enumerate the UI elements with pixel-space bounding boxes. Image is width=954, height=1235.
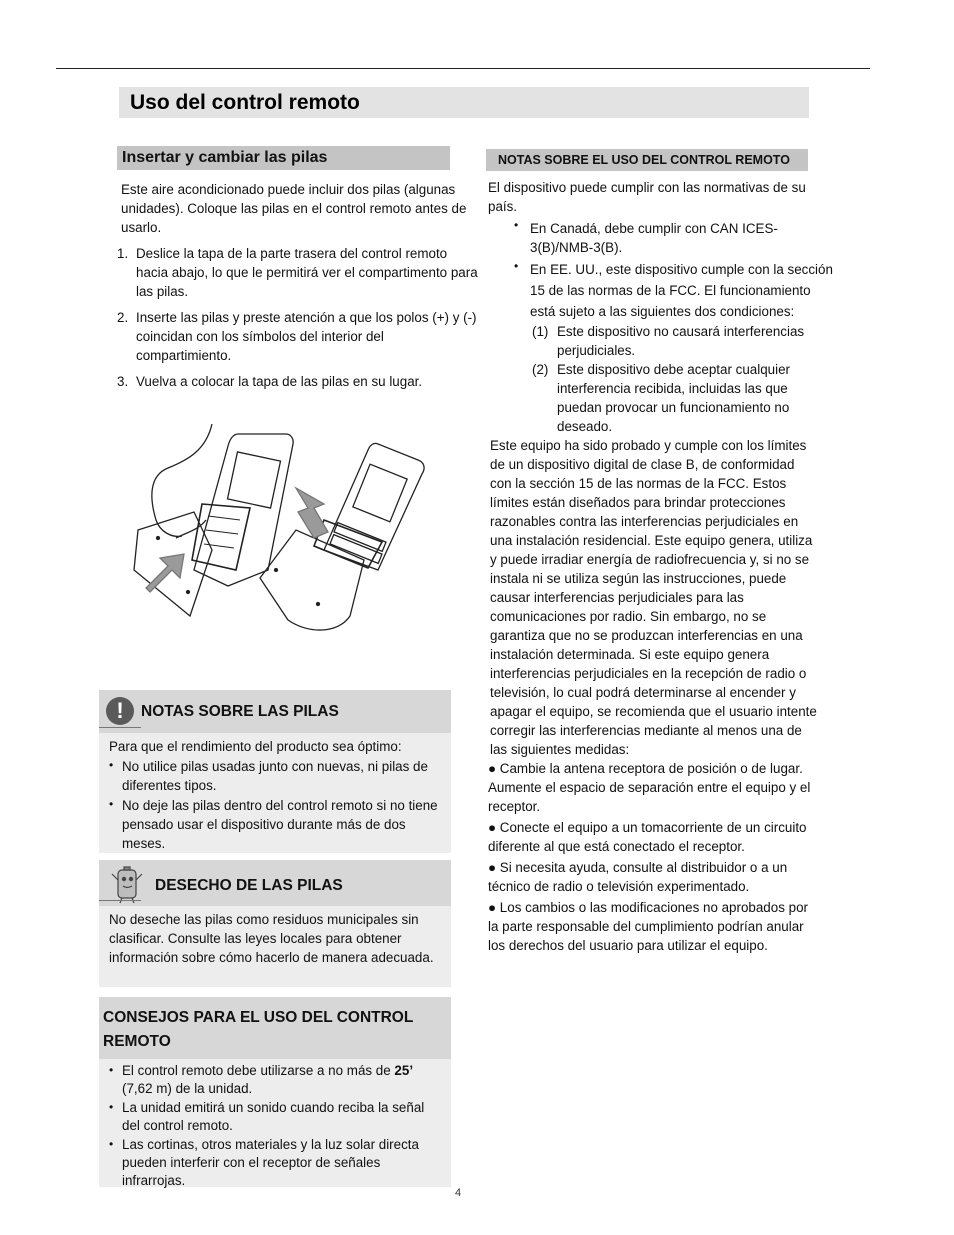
list-item: • La unidad emitirá un sonido cuando reciba la señal del control remoto. bbox=[109, 1099, 441, 1135]
remote-tips-heading-line2: REMOTO bbox=[103, 1033, 171, 1050]
remote-tips-list bbox=[109, 1062, 441, 1190]
title-bar bbox=[119, 87, 809, 118]
list-item: • No deje las pilas dentro del control remoto si no tiene pensado usar el dispositivo durante más de dos meses. bbox=[109, 796, 441, 853]
remote-tips-heading-line1: CONSEJOS PARA EL USO DEL CONTROL bbox=[103, 1009, 414, 1026]
list-item: • Las cortinas, otros materiales y la luz solar directa pueden interferir con el receptor de señales infrarrojas. bbox=[109, 1136, 441, 1190]
steps-list bbox=[117, 244, 479, 391]
step-text: Vuelva a colocar la tapa de las pilas en su lugar. bbox=[136, 374, 423, 389]
step-number: 3. bbox=[117, 374, 129, 389]
condition-item bbox=[488, 322, 833, 360]
condition-text: Este dispositivo no causará interferencias perjudiciales. bbox=[557, 324, 805, 358]
step-item bbox=[117, 308, 479, 365]
measure-item: ● Conecte el equipo a un tomacorriente de un circuito diferente al que está conectado el receptor. bbox=[488, 820, 807, 854]
header-rule bbox=[56, 68, 870, 69]
usa-bullet: • En EE. UU., este dispositivo cumple con la sección 15 de las normas de la FCC. El funcionamiento está sujeto a las siguientes dos condiciones: bbox=[488, 259, 833, 322]
page-number: 4 bbox=[455, 1187, 462, 1199]
step-text: Inserte las pilas y preste atención a que los polos (+) y (-) coincidan con los símbolos del interior del compartimiento. bbox=[136, 310, 477, 363]
step-text: Deslice la tapa de la parte trasera del control remoto hacia abajo, lo que le permitirá ver el compartimento para las pilas. bbox=[136, 246, 478, 299]
battery-notes-list bbox=[109, 757, 441, 853]
list-item bbox=[109, 1062, 441, 1098]
remote-notes-column bbox=[488, 178, 833, 955]
header-underline bbox=[99, 727, 141, 728]
battery-character-icon bbox=[109, 864, 145, 904]
battery-disposal-box bbox=[99, 860, 451, 987]
section-heading-bar bbox=[117, 146, 450, 170]
battery-notes-box bbox=[99, 690, 451, 853]
battery-notes-header bbox=[99, 690, 451, 733]
battery-disposal-text: No deseche las pilas como residuos municipales sin clasificar. Consulte las leyes locales para obtener información sobre cómo hacerlo de manera adecuada. bbox=[109, 912, 434, 965]
remote-notes-heading-bar bbox=[486, 149, 808, 171]
battery-instructions bbox=[117, 180, 479, 398]
step-item bbox=[117, 244, 479, 301]
battery-notes-intro: Para que el rendimiento del producto sea óptimo: bbox=[109, 739, 402, 754]
measure-item: ● Cambie la antena receptora de posición o de lugar. Aumente el espacio de separación entre el equipo y el receptor. bbox=[488, 761, 811, 814]
remote-tips-heading bbox=[103, 1006, 451, 1054]
condition-item bbox=[488, 360, 833, 436]
remote-tips-box bbox=[99, 997, 451, 1187]
battery-notes-heading: NOTAS SOBRE LAS PILAS bbox=[141, 703, 339, 720]
canada-bullet: • En Canadá, debe cumplir con CAN ICES-3(B)/NMB-3(B). bbox=[488, 219, 833, 257]
battery-disposal-body bbox=[99, 906, 451, 973]
remote-notes-heading: NOTAS SOBRE EL USO DEL CONTROL REMOTO bbox=[498, 153, 790, 167]
battery-disposal-heading: DESECHO DE LAS PILAS bbox=[155, 877, 343, 894]
battery-disposal-header bbox=[99, 860, 451, 906]
battery-intro: Este aire acondicionado puede incluir dos pilas (algunas unidades). Coloque las pilas en el control remoto antes de usarlo. bbox=[121, 182, 467, 235]
tip-text: El control remoto debe utilizarse a no más de bbox=[122, 1063, 395, 1078]
page-title: Uso del control remoto bbox=[130, 91, 360, 114]
header-underline bbox=[99, 900, 141, 901]
section-heading: Insertar y cambiar las pilas bbox=[122, 149, 328, 166]
remote-notes-intro: El dispositivo puede cumplir con las normativas de su país. bbox=[488, 180, 806, 214]
step-number: 2. bbox=[117, 310, 129, 325]
condition-number: (2) bbox=[532, 362, 549, 377]
step-item bbox=[117, 372, 479, 391]
tip-text-end: (7,62 m) de la unidad. bbox=[122, 1081, 253, 1096]
remote-battery-illustration bbox=[128, 420, 438, 635]
measure-item: ● Si necesita ayuda, consulte al distribuidor o a un técnico de radio o televisión experimentado. bbox=[488, 860, 788, 894]
condition-text: Este dispositivo debe aceptar cualquier interferencia recibida, incluidas las que puedan provocar un funcionamiento no deseado. bbox=[557, 362, 790, 434]
fcc-paragraph: Este equipo ha sido probado y cumple con los límites de un dispositivo digital de clase B, de conformidad con la sección 15 de las normas de la FCC. Estos límites están diseñados para brindar protecciones razonables contra las interferencias perjudiciales en una instalación residencial. Este equipo genera, utiliza y puede irradiar energía de radiofrecuencia y, si no se instala ni se utiliza según las instrucciones, puede causar interferencias perjudiciales para las comunicaciones por radio. Sin embargo, no se garantiza que no se produzcan interferencias en una instalación determinada. Si este equipo genera interferencias perjudiciales en la recepción de radio o televisión, lo cual podrá determinarse al encender y apagar el equipo, se recomienda que el usuario intente corregir las interferencias mediante al menos una de las siguientes medidas: bbox=[490, 438, 817, 757]
tip-distance: 25’ bbox=[394, 1063, 414, 1078]
remote-tips-body bbox=[99, 1059, 451, 1196]
remote-tips-header bbox=[99, 997, 451, 1059]
list-item: • No utilice pilas usadas junto con nuevas, ni pilas de diferentes tipos. bbox=[109, 757, 441, 795]
exclamation-icon: ! bbox=[106, 697, 134, 725]
measure-item: ● Los cambios o las modificaciones no aprobados por la parte responsable del cumplimiento podrían anular los derechos del usuario para utilizar el equipo. bbox=[488, 900, 808, 953]
battery-notes-body bbox=[99, 733, 451, 859]
condition-number: (1) bbox=[532, 324, 549, 339]
step-number: 1. bbox=[117, 246, 129, 261]
